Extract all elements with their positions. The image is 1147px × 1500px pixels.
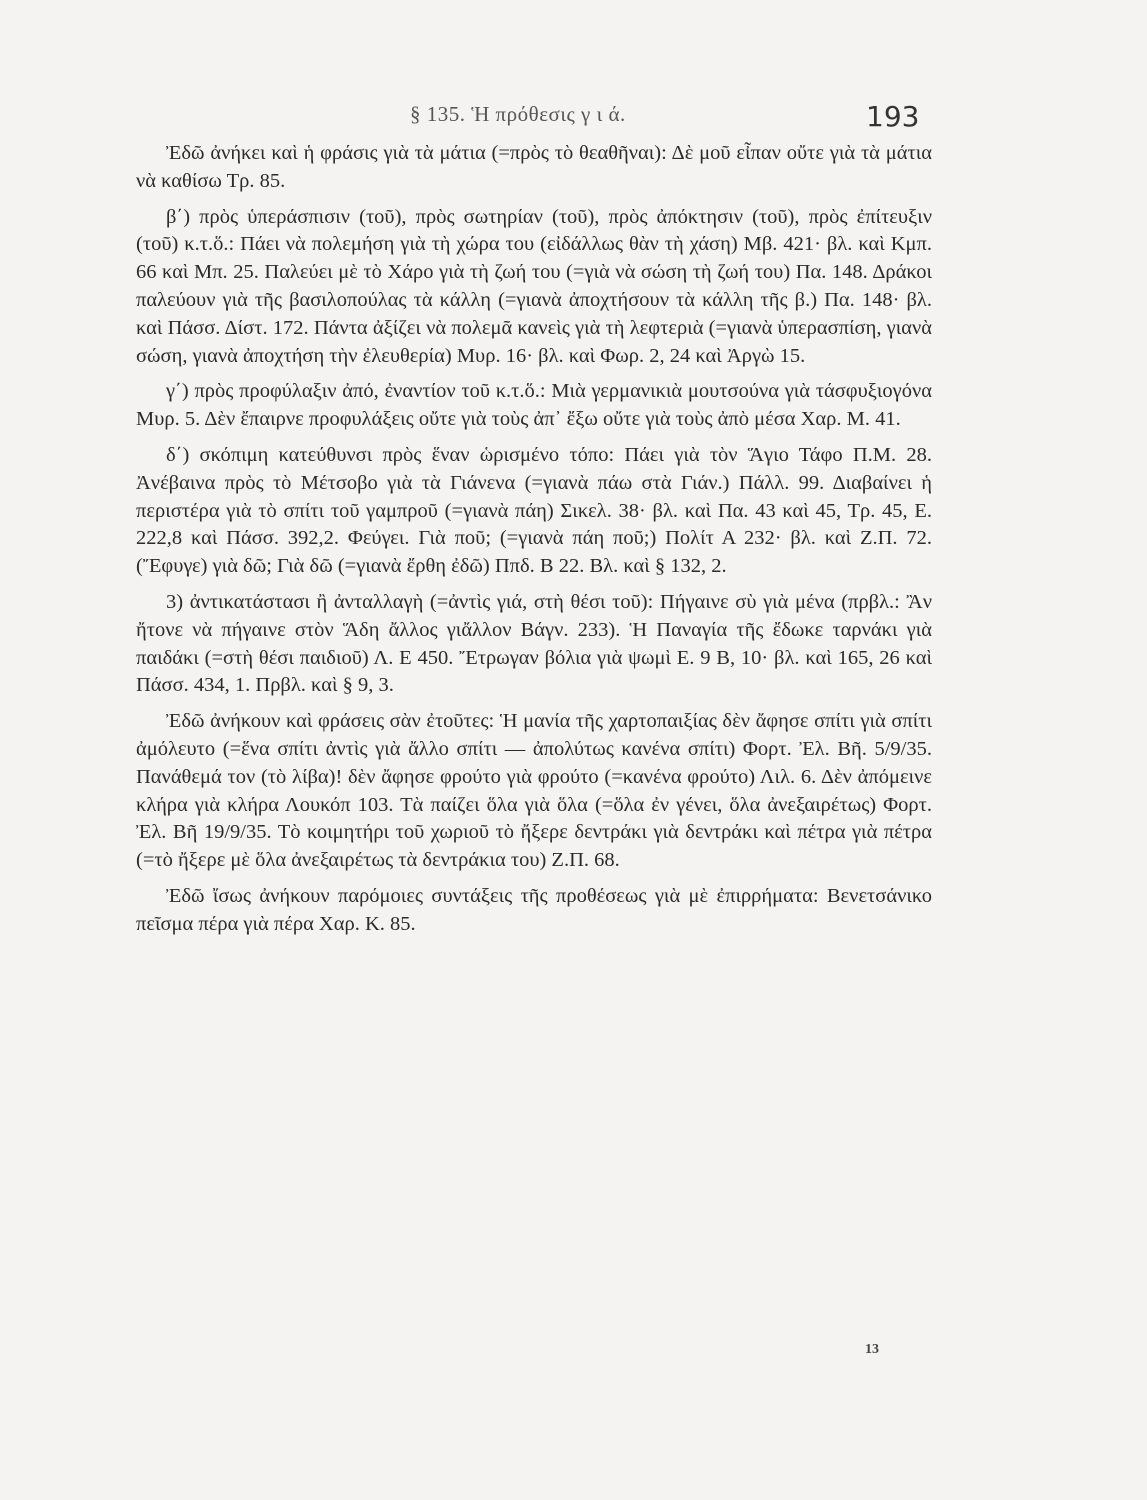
running-title: § 135. Ἡ πρόθεσις γ ι ά. bbox=[410, 102, 626, 126]
paragraph-3: 3) ἀντικατάστασι ἢ ἀνταλλαγὴ (=ἀντὶς γιά, στὴ θέσι τοῦ): Πήγαινε σὺ γιὰ μένα (πρβλ.: Ἂν ἤτονε νὰ πήγαινε στὸν Ἅδη ἄλλος γιἄλλον Βάγν. 233). Ἡ Παναγία τῆς ἔδωκε ταρνάκι γιὰ παιδάκι (=στὴ θέσι παιδιοῦ) Λ. Ε 450. Ἔτρωγαν βόλια γιὰ ψωμὶ Ε. 9 Β, 10· βλ. καὶ 165, 26 καὶ Πάσσ. 434, 1. Πρβλ. καὶ § 9, 3. bbox=[136, 590, 932, 697]
page-header bbox=[0, 96, 1147, 136]
paragraph-d: δ΄) σκόπιμη κατεύθυνσι πρὸς ἕναν ὡρισμένο τόπο: Πάει γιὰ τὸν Ἅγιο Τάφο Π.Μ. 28. Ἀνέβαινα πρὸς τὸ Μέτσοβο γιὰ τὰ Γιάνενα (=γιανὰ πάω στὰ Γιάν.) Πάλλ. 99. Διαβαίνει ἡ περιστέρα γιὰ τὸ σπίτι τοῦ γαμπροῦ (=γιανὰ πάη) Σικελ. 38· βλ. καὶ Πα. 43 καὶ 45, Τρ. 45, Ε. 222,8 καὶ Πάσσ. 392,2. Φεύγει. Γιὰ ποῦ; (=γιανὰ πάη ποῦ;) Πολίτ Α 232· βλ. καὶ Ζ.Π. 72. (Ἔφυγε) γιὰ δῶ; Γιὰ δῶ (=γιανὰ ἔρθη ἐδῶ) Ππδ. Β 22. Βλ. καὶ § 132, 2. bbox=[136, 443, 932, 578]
paragraph-phrases: Ἐδῶ ἀνήκουν καὶ φράσεις σὰν ἐτοῦτες: Ἡ μανία τῆς χαρτοπαιξίας δὲν ἄφησε σπίτι γιὰ σπίτι ἀμόλευτο (=ἕνα σπίτι ἀντὶς γιὰ ἄλλο σπίτι — ἀπολύτως κανένα σπίτι) Φορτ. Ἐλ. Βῆ. 5/9/35. Πανάθεμά τον (τὸ λίβα)! δὲν ἄφησε φρούτο γιὰ φρούτο (=κανένα φρούτο) Λιλ. 6. Δὲν ἀπόμεινε κλήρα γιὰ κλήρα Λουκόπ 103. Τὰ παίζει ὅλα γιὰ ὅλα (=ὅλα ἐν γένει, ὅλα ἀνεξαιρέτως) Φορτ. Ἐλ. Βῆ 19/9/35. Τὸ κοιμητήρι τοῦ χωριοῦ τὸ ἤξερε δεντράκι γιὰ δεντράκι καὶ πέτρα γιὰ πέτρα (=τὸ ἤξερε μὲ ὅλα ἀνεξαιρέτως τὰ δεντράκια του) Ζ.Π. 68. bbox=[136, 710, 932, 872]
page-number: 193 bbox=[866, 100, 920, 133]
signature-mark: 13 bbox=[865, 1342, 879, 1357]
paragraph-intro: Ἐδῶ ἀνήκει καὶ ἡ φράσις γιὰ τὰ μάτια (=πρὸς τὸ θεαθῆναι): Δὲ μοῦ εἶπαν οὔτε γιὰ τὰ μάτια νὰ καθίσω Τρ. 85. bbox=[136, 142, 932, 192]
paragraph-adverbs: Ἐδῶ ἴσως ἀνήκουν παρόμοιες συντάξεις τῆς προθέσεως γιὰ μὲ ἐπιρρήματα: Βενετσάνικο πεῖσμα πέρα γιὰ πέρα Χαρ. Κ. 85. bbox=[136, 884, 932, 935]
paragraph-c: γ΄) πρὸς προφύλαξιν ἀπό, ἐναντίον τοῦ κ.τ.ὅ.: Μιὰ γερμανικιὰ μουτσούνα γιὰ τάσφυξιογόνα Μυρ. 5. Δὲν ἔπαιρνε προφυλάξεις οὔτε γιὰ τοὺς ἀπ᾿ ἔξω οὔτε γιὰ τοὺς ἀπὸ μέσα Χαρ. Μ. 41. bbox=[136, 380, 932, 431]
paragraph-b: β΄) πρὸς ὑπεράσπισιν (τοῦ), πρὸς σωτηρίαν (τοῦ), πρὸς ἀπόκτησιν (τοῦ), πρὸς ἐπίτευξιν (τοῦ) κ.τ.ὅ.: Πάει νὰ πολεμήση γιὰ τὴ χώρα του (εἰδάλλως θὰν τὴ χάση) Μβ. 421· βλ. καὶ Κμπ. 66 καὶ Μπ. 25. Παλεύει μὲ τὸ Χάρο γιὰ τὴ ζωή του (=γιὰ νὰ σώση τὴ ζωή του) Πα. 148. Δράκοι παλεύουν γιὰ τῆς βασιλοπούλας τὰ κάλλη (=γιανὰ ἀποχτήσουν τὰ κάλλη τῆς β.) Πα. 148· βλ. καὶ Πάσσ. Δίστ. 172. Πάντα ἀξίζει νὰ πολεμᾶ κανεὶς γιὰ τὴ λεφτεριὰ (=γιανὰ ὑπερασπίση, γιανὰ σώση, γιανὰ ἀποχτήση τὴν ἐλευθερία) Μυρ. 16· βλ. καὶ Φωρ. 2, 24 καὶ Ἀργὼ 15. bbox=[136, 205, 932, 367]
body-text bbox=[136, 140, 932, 939]
